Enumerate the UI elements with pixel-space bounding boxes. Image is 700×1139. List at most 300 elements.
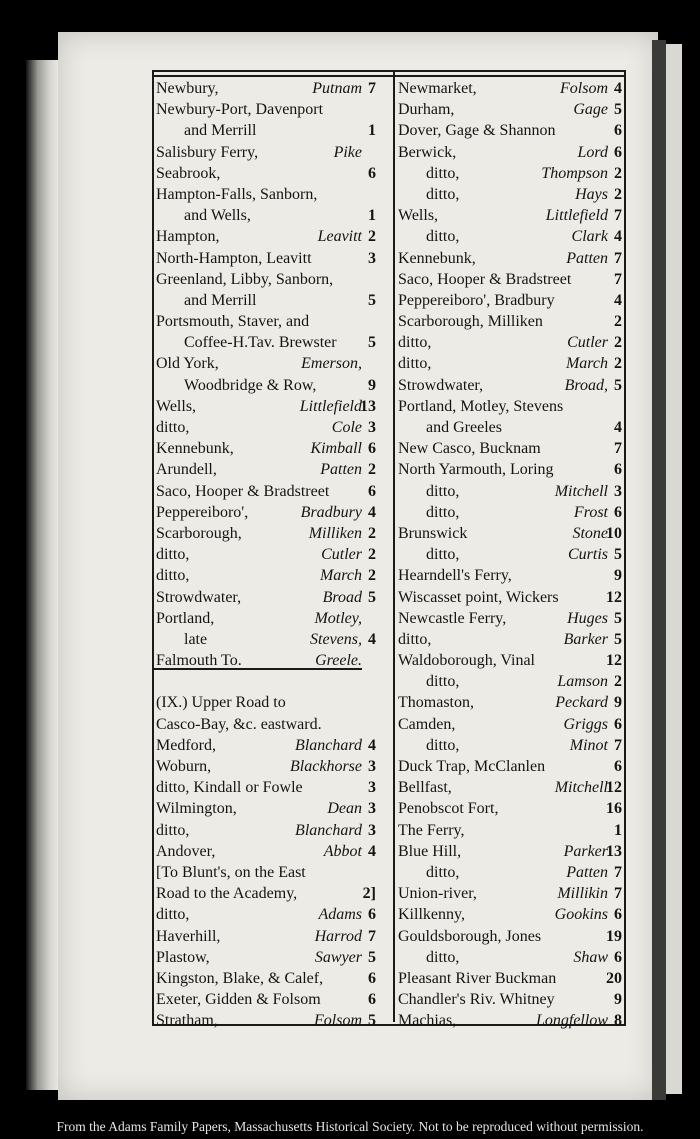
table-row (156, 904, 376, 925)
distance-miles: 9 (614, 991, 622, 1009)
distance-miles: 5 (614, 376, 622, 394)
place-name: Road to the Academy, (156, 885, 298, 903)
distance-miles: 12 (606, 779, 622, 797)
table-row (398, 841, 622, 862)
distance-miles: 4 (614, 291, 622, 309)
distance-miles: 4 (614, 80, 622, 97)
table-row (156, 883, 376, 904)
distance-miles: 2 (368, 461, 376, 479)
table-row (156, 459, 376, 480)
distance-miles: 7 (614, 207, 622, 225)
place-name: Berwick, (398, 143, 457, 161)
place-name: Brunswick (398, 524, 468, 542)
place-name: Falmouth To. (156, 652, 242, 670)
distance-miles: 12 (606, 652, 622, 670)
innkeeper-name: Adams (318, 906, 362, 924)
distance-miles: 6 (368, 906, 376, 924)
table-row (156, 99, 376, 120)
place-name: Exeter, Gidden & Folsom (156, 991, 321, 1009)
place-name: ditto, (426, 185, 460, 203)
copyright-footer: From the Adams Family Papers, Massachusetts Historical Society. Not to be reproduced without permission. (56, 1119, 644, 1134)
distance-miles: 10 (606, 524, 622, 542)
table-row (156, 269, 376, 290)
innkeeper-name: Blanchard (295, 821, 362, 839)
innkeeper-name: Stone (572, 524, 608, 542)
place-name: (IX.) Upper Road to (156, 694, 286, 712)
distance-miles: 7 (614, 885, 622, 903)
distance-miles: 1 (368, 207, 376, 225)
table-row (156, 438, 376, 459)
table-row (398, 78, 622, 99)
distance-miles: 6 (368, 482, 376, 500)
innkeeper-name: Curtis (567, 546, 608, 564)
place-name: Hearndell's Ferry, (398, 567, 512, 585)
distance-miles: 19 (606, 927, 622, 945)
place-name: Wells, (398, 207, 439, 225)
place-name: Duck Trap, McClanlen (398, 758, 546, 775)
table-row (398, 777, 622, 798)
place-name: Peppereiboro', (156, 503, 249, 521)
place-name: Thomaston, (398, 694, 474, 712)
place-name: ditto, (426, 546, 460, 564)
innkeeper-name: Folsom (560, 80, 608, 97)
place-name: Scarborough, (156, 524, 242, 542)
place-name: Pleasant River Buckman (398, 969, 557, 987)
table-row (398, 502, 622, 523)
place-name: ditto, (156, 567, 190, 585)
table-row (156, 777, 376, 798)
left-column (156, 78, 376, 1031)
distance-miles: 3 (614, 482, 622, 500)
place-name: Penobscot Fort, (398, 800, 499, 818)
distance-miles: 3 (368, 821, 376, 839)
table-row (398, 608, 622, 629)
table-row (156, 820, 376, 841)
table-row (156, 798, 376, 819)
table-row (398, 248, 622, 269)
place-name: ditto, (156, 546, 190, 564)
place-name: ditto, (156, 821, 190, 839)
innkeeper-name: Millikin (557, 885, 608, 903)
distance-miles: 13 (360, 397, 376, 415)
table-row (398, 438, 622, 459)
innkeeper-name: Clark (571, 228, 608, 246)
place-name: Machias, (398, 1012, 457, 1030)
place-name: ditto, (426, 164, 460, 182)
table-row (156, 1010, 376, 1031)
distance-miles: 5 (368, 291, 376, 309)
innkeeper-name: Longfellow (535, 1012, 608, 1030)
place-name: ditto, Kindall or Fowle (156, 779, 303, 797)
table-row (398, 375, 622, 396)
table-row (398, 523, 622, 544)
place-name: Wiscasset point, Wickers (398, 588, 559, 606)
place-name: Coffee-H.Tav. Brewster (184, 334, 337, 352)
innkeeper-name: Kimball (310, 440, 362, 458)
innkeeper-name: Pike (333, 143, 362, 161)
place-name: Peppereiboro', Bradbury (398, 291, 555, 309)
table-row (156, 862, 376, 883)
table-row (398, 820, 622, 841)
distance-miles: 6 (614, 906, 622, 924)
distance-miles: 12 (606, 588, 622, 606)
table-row (156, 353, 376, 374)
table-row (398, 99, 622, 120)
distance-miles: 6 (368, 991, 376, 1009)
table-row (156, 587, 376, 608)
place-name: Newbury, (156, 80, 219, 97)
innkeeper-name: Cutler (321, 546, 362, 564)
place-name: ditto, (426, 228, 460, 246)
place-name: Dover, Gage & Shannon (398, 122, 556, 140)
table-row (156, 205, 376, 226)
table-row (398, 650, 622, 671)
innkeeper-name: Putnam (312, 80, 362, 97)
innkeeper-name: Shaw (573, 948, 608, 966)
place-name: Camden, (398, 715, 456, 733)
distance-miles: 2 (368, 567, 376, 585)
table-row (398, 353, 622, 374)
distance-miles: 7 (614, 736, 622, 754)
table-row (156, 544, 376, 565)
table-row (156, 396, 376, 417)
innkeeper-name: Griggs (563, 715, 608, 733)
table-row (156, 226, 376, 247)
distance-miles: 4 (614, 419, 622, 436)
place-name: ditto, (426, 673, 460, 691)
table-row (156, 989, 376, 1010)
distance-miles: 9 (614, 694, 622, 712)
table-row (398, 714, 622, 735)
table-row (398, 311, 622, 332)
innkeeper-name: Blanchard (295, 736, 362, 754)
table-row (398, 798, 622, 819)
place-name: Strowdwater, (398, 376, 484, 394)
place-name: Andover, (156, 842, 216, 860)
table-row (156, 523, 376, 544)
distance-miles: 9 (614, 567, 622, 585)
innkeeper-name: Stevens, (310, 630, 362, 648)
place-name: and Greeles (426, 419, 502, 436)
table-row (156, 650, 376, 671)
table-row (398, 692, 622, 713)
table-row (156, 290, 376, 311)
distance-miles: 4 (368, 503, 376, 521)
innkeeper-name: Thompson (541, 164, 608, 182)
table-row (156, 756, 376, 777)
distance-miles: 2 (368, 546, 376, 564)
place-name: ditto, (426, 948, 460, 966)
place-name: Wilmington, (156, 800, 237, 818)
distance-miles: 3 (368, 419, 376, 436)
place-name: late (184, 630, 208, 648)
table-row (156, 375, 376, 396)
innkeeper-name: Milliken (308, 524, 362, 542)
innkeeper-name: Mitchell (554, 779, 608, 797)
place-name: Plastow, (156, 948, 210, 966)
distance-miles: 6 (614, 503, 622, 521)
distance-miles: 3 (368, 779, 376, 797)
distance-miles: 5 (368, 1012, 376, 1030)
table-row (156, 248, 376, 269)
distance-miles: 1 (614, 821, 622, 839)
place-name: Kennebunk, (398, 249, 476, 267)
place-name: Gouldsborough, Jones (398, 927, 542, 945)
place-name: ditto, (426, 482, 460, 500)
table-row (156, 926, 376, 947)
place-name: Saco, Hooper & Bradstreet (398, 270, 572, 288)
place-name: Casco-Bay, &c. eastward. (156, 715, 322, 733)
innkeeper-name: Motley, (314, 609, 362, 627)
column-divider (393, 72, 395, 1022)
innkeeper-name: Broad, (564, 376, 608, 394)
distance-miles: 4 (368, 630, 376, 648)
table-row (398, 947, 622, 968)
table-row (156, 502, 376, 523)
distance-miles: 3 (368, 800, 376, 818)
table-row (398, 883, 622, 904)
place-name: Haverhill, (156, 927, 221, 945)
distance-miles: 2 (614, 355, 622, 373)
table-row (398, 269, 622, 290)
innkeeper-name: Emerson, (301, 355, 362, 373)
page-edge (666, 44, 682, 1094)
place-name: Portland, Motley, Stevens (398, 397, 564, 415)
place-name: New Casco, Bucknam (398, 440, 541, 458)
distance-miles: 6 (614, 948, 622, 966)
table-row (398, 629, 622, 650)
distance-miles: 7 (614, 863, 622, 881)
innkeeper-name: Sawyer (314, 948, 362, 966)
distance-miles: 13 (606, 842, 622, 860)
distance-miles: 2 (614, 313, 622, 331)
innkeeper-name: Hays (575, 185, 608, 203)
table-row (156, 481, 376, 502)
distance-miles: 8 (614, 1012, 622, 1030)
place-name: Stratham, (156, 1012, 218, 1030)
place-name: The Ferry, (398, 821, 465, 839)
innkeeper-name: Littlefield (545, 207, 608, 225)
distance-miles: 20 (606, 969, 622, 987)
table-row (398, 989, 622, 1010)
distance-miles: 2 (368, 524, 376, 542)
distance-miles: 1 (368, 122, 376, 140)
distance-miles: 2 (614, 673, 622, 691)
place-name: Waldoborough, Vinal (398, 652, 535, 670)
table-row (398, 120, 622, 141)
distance-miles: 6 (614, 758, 622, 775)
distance-miles: 7 (614, 440, 622, 458)
table-row (398, 184, 622, 205)
table-row (156, 78, 376, 99)
innkeeper-name: Patten (566, 863, 608, 881)
table-row (398, 459, 622, 480)
innkeeper-name: Abbot (323, 842, 362, 860)
table-row (398, 544, 622, 565)
innkeeper-name: Leavitt (317, 228, 362, 246)
distance-miles: 3 (368, 249, 376, 267)
table-row (398, 565, 622, 586)
table-row (398, 290, 622, 311)
innkeeper-name: Gage (573, 101, 608, 119)
table-row (156, 565, 376, 586)
distance-miles: 2 (614, 334, 622, 352)
place-name: Medford, (156, 736, 216, 754)
distance-miles: 9 (368, 376, 376, 394)
place-name: Saco, Hooper & Bradstreet (156, 482, 330, 500)
distance-miles: 5 (614, 609, 622, 627)
place-name: ditto, (156, 906, 190, 924)
table-row (398, 587, 622, 608)
distance-miles: 2 (614, 164, 622, 182)
distance-miles: 6 (614, 715, 622, 733)
innkeeper-name: Dean (327, 800, 362, 818)
place-name: North-Hampton, Leavitt (156, 249, 312, 267)
table-row (156, 163, 376, 184)
place-name: Killkenny, (398, 906, 465, 924)
place-name: Newmarket, (398, 80, 477, 97)
table-row (398, 671, 622, 692)
distance-miles: 7 (614, 249, 622, 267)
table-row (398, 1010, 622, 1031)
place-name: Kennebunk, (156, 440, 234, 458)
distance-miles: 6 (614, 143, 622, 161)
right-column (398, 78, 622, 1031)
innkeeper-name: Folsom (314, 1012, 362, 1030)
distance-miles: 5 (614, 630, 622, 648)
table-row (398, 926, 622, 947)
innkeeper-name: Cole (331, 419, 362, 436)
place-name: ditto, (398, 334, 432, 352)
distance-miles: 5 (614, 101, 622, 119)
distance-miles: 6 (368, 164, 376, 182)
table-row (398, 396, 622, 417)
innkeeper-name: Greele. (315, 652, 362, 670)
table-row (398, 332, 622, 353)
distance-miles: 2 (614, 185, 622, 203)
place-name: Bellfast, (398, 779, 452, 797)
innkeeper-name: Harrod (314, 927, 362, 945)
innkeeper-name: Blackhorse (290, 758, 362, 775)
distance-miles: 6 (368, 969, 376, 987)
table-row (156, 841, 376, 862)
place-name: Durham, (398, 101, 455, 119)
innkeeper-name: March (319, 567, 362, 585)
place-name: Union-river, (398, 885, 477, 903)
distance-miles: 7 (614, 270, 622, 288)
innkeeper-name: Broad (322, 588, 362, 606)
place-name: ditto, (426, 503, 460, 521)
place-name: Kingston, Blake, & Calef, (156, 969, 324, 987)
page-edge-shadow (652, 40, 666, 1100)
innkeeper-name: Lamson (557, 673, 608, 691)
table-row (156, 947, 376, 968)
innkeeper-name: Frost (573, 503, 608, 521)
place-name: and Wells, (184, 207, 251, 225)
distance-miles: 5 (368, 588, 376, 606)
place-name: Seabrook, (156, 164, 221, 182)
innkeeper-name: Patten (566, 249, 608, 267)
place-name: Chandler's Riv. Whitney (398, 991, 555, 1009)
innkeeper-name: Minot (569, 736, 608, 754)
innkeeper-name: Gookins (554, 906, 608, 924)
table-row (398, 205, 622, 226)
distance-miles: 5 (368, 334, 376, 352)
place-name: Portland, (156, 609, 215, 627)
table-row (398, 862, 622, 883)
book-spine (26, 60, 60, 1090)
innkeeper-name: Patten (320, 461, 362, 479)
table-row (398, 735, 622, 756)
table-row (156, 671, 376, 692)
table-row (398, 142, 622, 163)
place-name: Hampton, (156, 228, 220, 246)
place-name: [To Blunt's, on the East (156, 863, 306, 881)
place-name: ditto, (426, 736, 460, 754)
table-row (156, 692, 376, 713)
distance-miles: 6 (368, 440, 376, 458)
place-name: Woodbridge & Row, (184, 376, 317, 394)
table-row (156, 142, 376, 163)
innkeeper-name: Barker (563, 630, 608, 648)
place-name: Hampton-Falls, Sanborn, (156, 185, 318, 203)
table-row (398, 226, 622, 247)
table-row (398, 968, 622, 989)
place-name: ditto, (426, 863, 460, 881)
place-name: Arundell, (156, 461, 217, 479)
distance-miles: 5 (368, 948, 376, 966)
place-name: Greenland, Libby, Sanborn, (156, 270, 334, 288)
distance-miles: 7 (368, 927, 376, 945)
innkeeper-name: Cutler (567, 334, 608, 352)
place-name: and Merrill (184, 291, 257, 309)
distance-miles: 4 (614, 228, 622, 246)
distance-miles: 5 (614, 546, 622, 564)
table-top-rule (152, 75, 626, 77)
place-name: Strowdwater, (156, 588, 242, 606)
innkeeper-name: Lord (577, 143, 608, 161)
place-name: Wells, (156, 397, 197, 415)
distance-miles: 3 (368, 758, 376, 775)
innkeeper-name: Littlefield (299, 397, 362, 415)
table-row (398, 904, 622, 925)
table-row (398, 756, 622, 777)
table-row (156, 184, 376, 205)
table-row (156, 417, 376, 438)
place-name: ditto, (398, 355, 432, 373)
place-name: Newcastle Ferry, (398, 609, 507, 627)
innkeeper-name: Bradbury (300, 503, 362, 521)
innkeeper-name: Parker (563, 842, 608, 860)
table-row (156, 332, 376, 353)
distance-miles: 2] (362, 885, 376, 903)
table-row (156, 714, 376, 735)
table-row (398, 417, 622, 438)
place-name: ditto, (156, 419, 190, 436)
table-row (398, 163, 622, 184)
place-name: North Yarmouth, Loring (398, 461, 554, 479)
table-row (156, 120, 376, 141)
place-name: Blue Hill, (398, 842, 462, 860)
place-name: Newbury-Port, Davenport (156, 101, 324, 119)
table-row (398, 481, 622, 502)
place-name: and Merrill (184, 122, 257, 140)
distance-miles: 2 (368, 228, 376, 246)
place-name: Portsmouth, Staver, and (156, 313, 310, 331)
distance-miles: 16 (606, 800, 622, 818)
place-name: ditto, (398, 630, 432, 648)
innkeeper-name: March (565, 355, 608, 373)
